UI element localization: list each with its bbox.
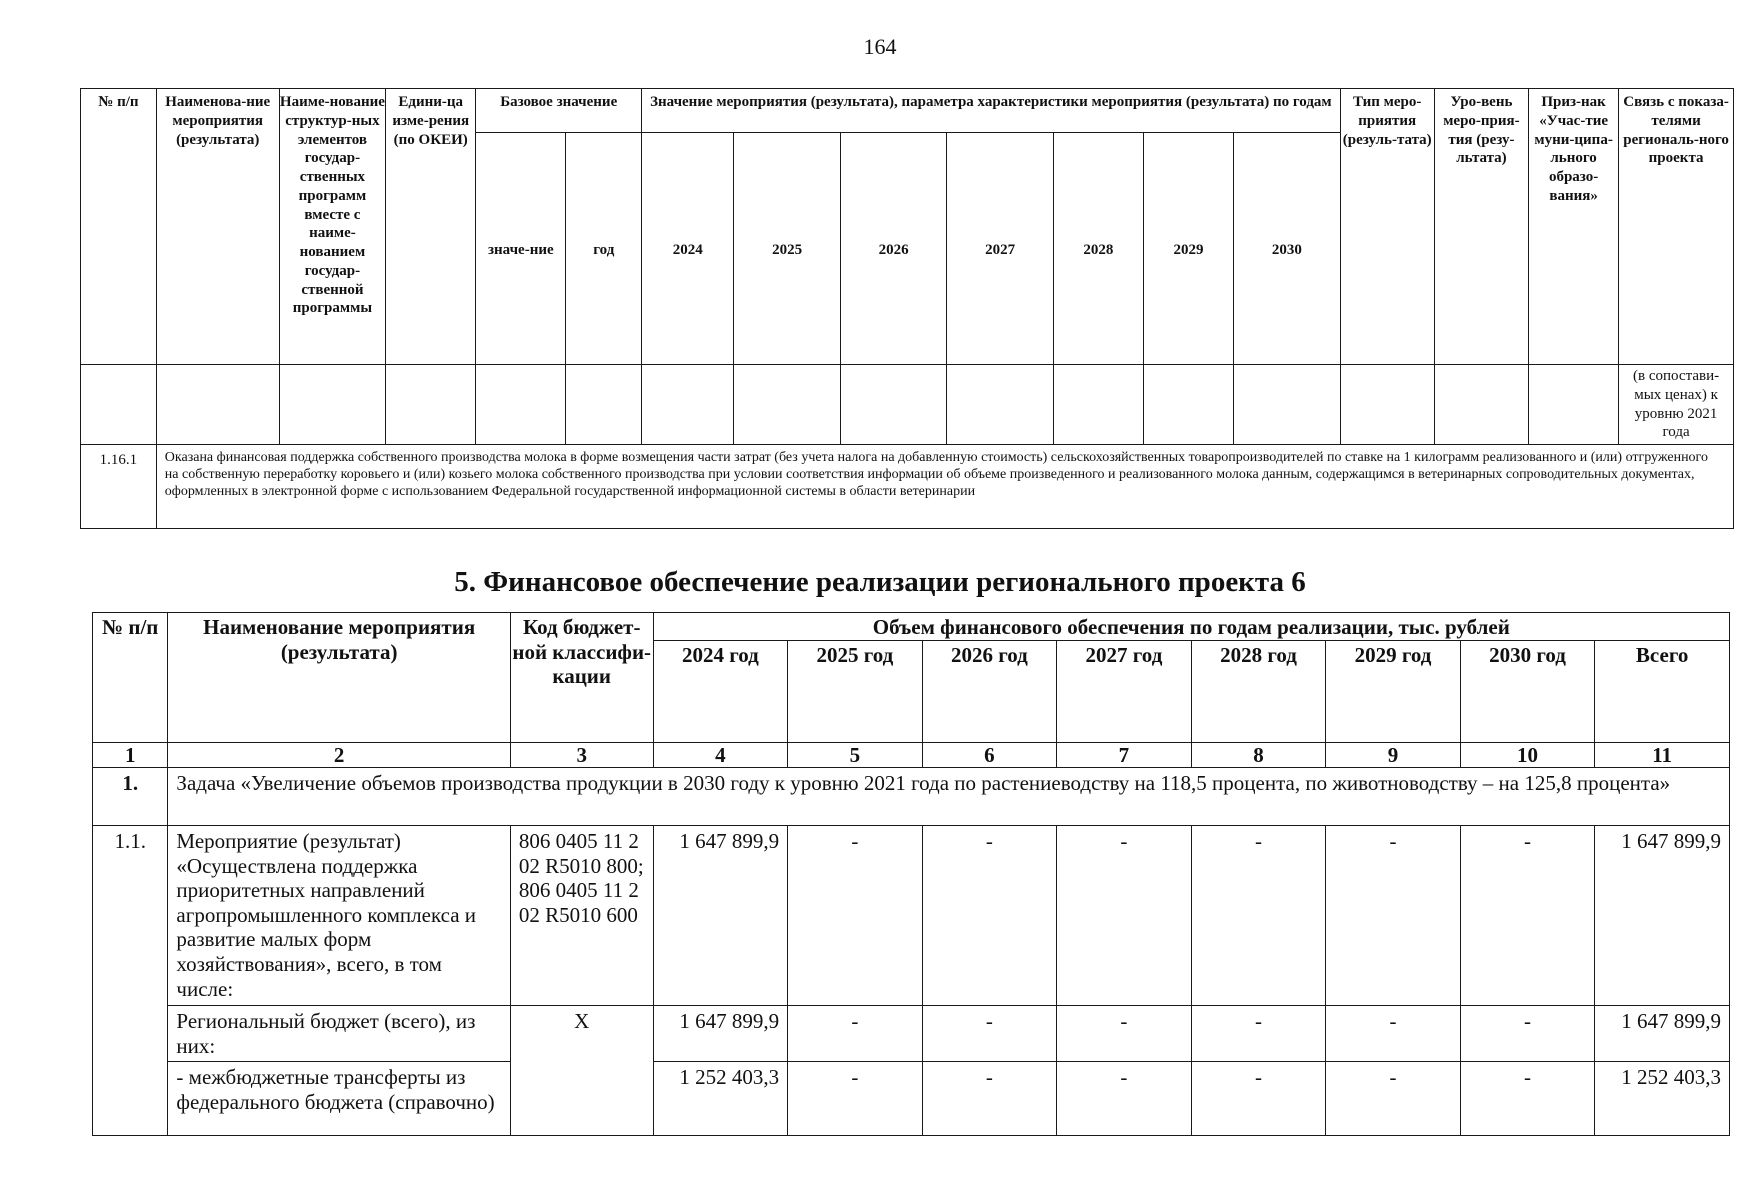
column-number: 8 xyxy=(1191,742,1326,768)
empty-cell xyxy=(156,365,279,445)
header-values-group: Значение мероприятия (результата), параметра характеристики мероприятия (результата) по годам xyxy=(642,89,1340,133)
indicators-table xyxy=(80,88,1734,529)
task-text: Задача «Увеличение объемов производства продукции в 2030 году к уровню 2021 года по растениеводству на 118,5 процента, по животноводству – на 125,8 процента» xyxy=(168,768,1730,826)
empty-cell xyxy=(566,365,642,445)
value-2025: - xyxy=(788,1062,923,1136)
measure-name: Мероприятие (результат) «Осуществлена поддержка приоритетных направлений агропромышленного комплекса и развитие малых форм хозяйствования», всего, в том числе: xyxy=(168,826,510,1006)
fin-header-year: 2028 год xyxy=(1191,640,1326,742)
row-description: Оказана финансовая поддержка собственного производства молока в форме возмещения части затрат (без учета налога на добавленную стоимость) сельскохозяйственных товаропроизводителей по ставке на 1 килограмм реализованного и (или) отгруженного на собственную переработку коровьего и (или) козьего молока собственного производства при условии соответствия информации об объеме произведенного и реализованного молока данным, содержащимся в ветеринарных сопроводительных документах, оформленных в электронной форме с использованием Федеральной государственной информационной системы в области ветеринарии xyxy=(156,445,1733,529)
empty-cell xyxy=(734,365,841,445)
regional-budget-label: Региональный бюджет (всего), из них: xyxy=(168,1006,510,1062)
value-2025: - xyxy=(788,1006,923,1062)
empty-cell xyxy=(1234,365,1341,445)
value-2027: - xyxy=(1057,826,1192,1006)
fin-header-year: 2030 год xyxy=(1460,640,1595,742)
value-2026: - xyxy=(922,1006,1057,1062)
column-number: 3 xyxy=(510,742,653,768)
fin-header-no: № п/п xyxy=(93,613,168,743)
empty-cell xyxy=(81,365,157,445)
empty-cell xyxy=(476,365,566,445)
value-2029: - xyxy=(1326,1062,1461,1136)
header-base-value: значе-ние xyxy=(476,133,566,365)
value-2028: - xyxy=(1191,1062,1326,1136)
value-total: 1 647 899,9 xyxy=(1595,826,1730,1006)
header-year: 2026 xyxy=(840,133,947,365)
column-number: 5 xyxy=(788,742,923,768)
fin-header-total: Всего xyxy=(1595,640,1730,742)
header-year: 2024 xyxy=(642,133,734,365)
header-year: 2030 xyxy=(1234,133,1341,365)
header-unit: Едини-ца изме-рения (по ОКЕИ) xyxy=(386,89,476,365)
empty-cell xyxy=(1340,365,1434,445)
value-2029: - xyxy=(1326,1006,1461,1062)
empty-cell xyxy=(642,365,734,445)
comparable-prices-note: (в сопостави-мых ценах) к уровню 2021 года xyxy=(1619,365,1734,445)
budget-code: 806 0405 11 2 02 R5010 800; 806 0405 11 2 02 R5010 600 xyxy=(510,826,653,1006)
measure-number: 1.1. xyxy=(93,826,168,1136)
header-type: Тип меро-приятия (резуль-тата) xyxy=(1340,89,1434,365)
value-2024: 1 647 899,9 xyxy=(653,826,788,1006)
column-number: 6 xyxy=(922,742,1057,768)
empty-cell xyxy=(840,365,947,445)
page-number: 164 xyxy=(863,34,897,59)
column-number: 4 xyxy=(653,742,788,768)
federal-transfers-label: - межбюджетные трансферты из федерального бюджета (справочно) xyxy=(168,1062,510,1136)
fin-header-code: Код бюджет-ной классифи-кации xyxy=(510,613,653,743)
column-number: 9 xyxy=(1326,742,1461,768)
fin-header-name: Наименование мероприятия (результата) xyxy=(168,613,510,743)
value-2029: - xyxy=(1326,826,1461,1006)
value-2025: - xyxy=(788,826,923,1006)
value-total: 1 647 899,9 xyxy=(1595,1006,1730,1062)
value-2030: - xyxy=(1460,1006,1595,1062)
column-number: 7 xyxy=(1057,742,1192,768)
value-2026: - xyxy=(922,826,1057,1006)
empty-cell xyxy=(279,365,386,445)
value-total: 1 252 403,3 xyxy=(1595,1062,1730,1136)
value-2027: - xyxy=(1057,1006,1192,1062)
row-number: 1.16.1 xyxy=(81,445,157,529)
header-year: 2028 xyxy=(1053,133,1143,365)
header-structural: Наиме-нование структур-ных элементов государ-ственных программ вместе с наиме-нованием государ-ственной программы xyxy=(279,89,386,365)
column-number: 1 xyxy=(93,742,168,768)
value-2028: - xyxy=(1191,1006,1326,1062)
fin-header-volume-group: Объем финансового обеспечения по годам реализации, тыс. рублей xyxy=(653,613,1729,641)
empty-cell xyxy=(1143,365,1233,445)
header-year: 2029 xyxy=(1143,133,1233,365)
header-base-year: год xyxy=(566,133,642,365)
value-2030: - xyxy=(1460,826,1595,1006)
financing-table xyxy=(92,612,1730,1136)
column-number: 2 xyxy=(168,742,510,768)
fin-header-year: 2025 год xyxy=(788,640,923,742)
header-year: 2025 xyxy=(734,133,841,365)
column-number: 11 xyxy=(1595,742,1730,768)
column-number: 10 xyxy=(1460,742,1595,768)
fin-header-year: 2029 год xyxy=(1326,640,1461,742)
fin-header-year: 2024 год xyxy=(653,640,788,742)
section-title: 5. Финансовое обеспечение реализации регионального проекта 6 xyxy=(454,566,1306,598)
empty-cell xyxy=(947,365,1054,445)
value-2030: - xyxy=(1460,1062,1595,1136)
empty-cell xyxy=(1529,365,1619,445)
header-link: Связь с показа-телями региональ-ного проекта xyxy=(1619,89,1734,365)
fin-header-year: 2027 год xyxy=(1057,640,1192,742)
value-2028: - xyxy=(1191,826,1326,1006)
header-base: Базовое значение xyxy=(476,89,642,133)
header-year: 2027 xyxy=(947,133,1054,365)
value-2024: 1 647 899,9 xyxy=(653,1006,788,1062)
fin-header-year: 2026 год xyxy=(922,640,1057,742)
header-level: Уро-вень меро-прия-тия (резу-льтата) xyxy=(1434,89,1528,365)
header-municipal: Приз-нак «Учас-тие муни-ципа-льного образо-вания» xyxy=(1529,89,1619,365)
regional-budget-code: X xyxy=(510,1006,653,1136)
header-no: № п/п xyxy=(81,89,157,365)
header-name: Наименова-ние мероприятия (результата) xyxy=(156,89,279,365)
value-2027: - xyxy=(1057,1062,1192,1136)
empty-cell xyxy=(1434,365,1528,445)
empty-cell xyxy=(386,365,476,445)
value-2026: - xyxy=(922,1062,1057,1136)
empty-cell xyxy=(1053,365,1143,445)
value-2024: 1 252 403,3 xyxy=(653,1062,788,1136)
task-number: 1. xyxy=(93,768,168,826)
